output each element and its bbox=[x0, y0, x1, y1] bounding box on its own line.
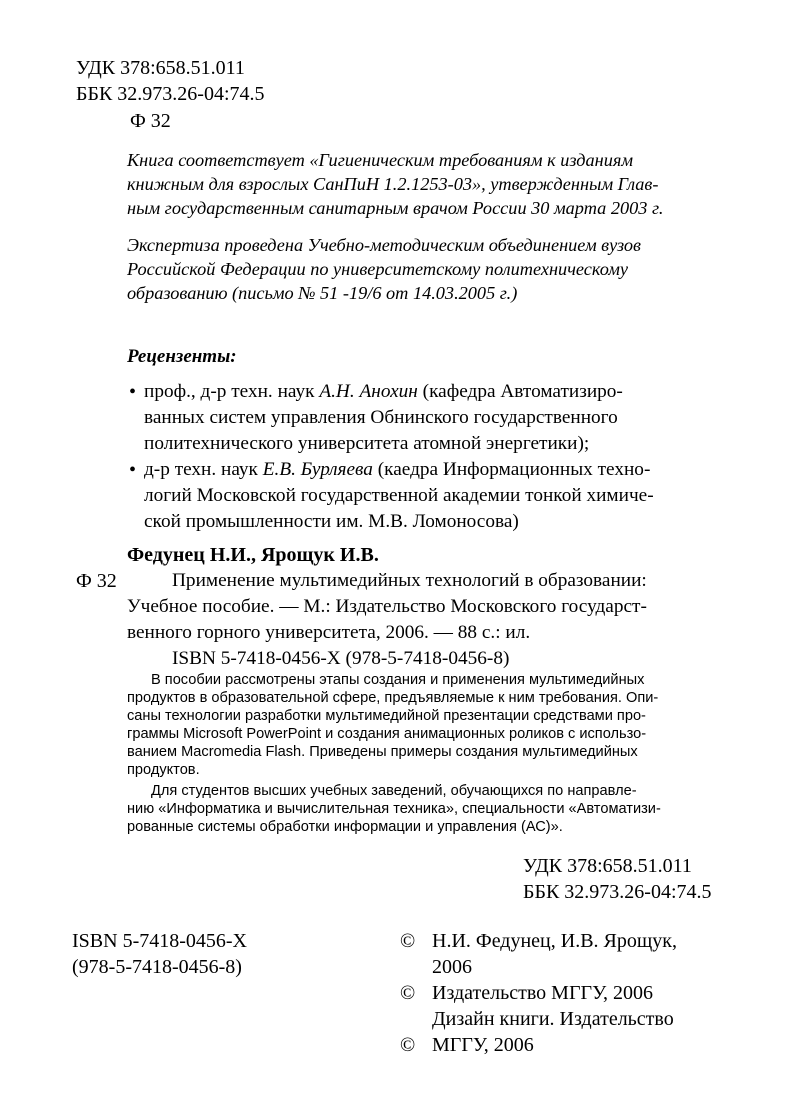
expertise-line: Российской Федерации по университетскому политехническому bbox=[127, 259, 628, 279]
copyright-line: Дизайн книги. Издательство bbox=[432, 1008, 674, 1030]
footer-udk: УДК 378:658.51.011 bbox=[523, 855, 692, 877]
hygiene-line: ным государственным санитарным врачом России 30 марта 2003 г. bbox=[127, 198, 664, 218]
catalog-line: Применение мультимедийных технологий в образовании: bbox=[172, 570, 647, 591]
expertise-line: образованию (письмо № 51 -19/6 от 14.03.2005 г.) bbox=[127, 283, 518, 303]
catalog-isbn: ISBN 5-7418-0456-X (978-5-7418-0456-8) bbox=[172, 648, 510, 669]
expertise-line: Экспертиза проведена Учебно-методическим объединением вузов bbox=[127, 235, 641, 255]
reviewer-2-line-3: ской промышленности им. М.В. Ломоносова) bbox=[144, 511, 519, 532]
annotation-line: В пособии рассмотрены этапы создания и применения мультимедийных bbox=[151, 672, 645, 688]
reviewer-2-line-2: логий Московской государственной академии тонкой химиче- bbox=[144, 485, 654, 506]
copyright-icon: © bbox=[400, 982, 416, 1004]
copyright-icon: © bbox=[400, 930, 416, 952]
hygiene-line: книжным для взрослых СанПиН 1.2.1253-03», утвержденным Глав- bbox=[127, 174, 659, 194]
copyright-line: Издательство МГГУ, 2006 bbox=[432, 982, 653, 1004]
annotation-line: продуктов. bbox=[127, 762, 200, 778]
annotation-line: Для студентов высших учебных заведений, обучающихся по направле- bbox=[151, 783, 637, 799]
bullet: • bbox=[129, 459, 137, 481]
annotation-line: нию «Информатика и вычислительная техника», специальности «Автоматизи- bbox=[127, 801, 661, 817]
catalog-mark: Ф 32 bbox=[76, 570, 117, 592]
reviewer-1-line-3: политехнического университета атомной энергетики); bbox=[144, 433, 590, 454]
copyright-line: 2006 bbox=[432, 956, 472, 978]
annotation-line: продуктов в образовательной сфере, предъявляемые к ним требования. Опи- bbox=[127, 690, 659, 706]
udk-code: УДК 378:658.51.011 bbox=[76, 57, 245, 79]
reviewers-title: Рецензенты: bbox=[127, 346, 237, 367]
bullet: • bbox=[129, 381, 137, 403]
bbk-code: ББК 32.973.26-04:74.5 bbox=[76, 83, 265, 105]
isbn-line-2: (978-5-7418-0456-8) bbox=[72, 956, 242, 978]
reviewer-1-name: А.Н. Анохин bbox=[319, 381, 418, 402]
copyright-line: МГГУ, 2006 bbox=[432, 1034, 534, 1056]
annotation-line: ванием Macromedia Flash. Приведены примеры создания мультимедийных bbox=[127, 744, 638, 760]
footer-bbk: ББК 32.973.26-04:74.5 bbox=[523, 881, 712, 903]
reviewer-2-name: Е.В. Бурляева bbox=[262, 459, 373, 480]
catalog-line: Учебное пособие. — М.: Издательство Московского государст- bbox=[127, 596, 647, 617]
author-mark: Ф 32 bbox=[130, 110, 171, 132]
copyright-line: Н.И. Федунец, И.В. Ярощук, bbox=[432, 930, 677, 952]
isbn-line-1: ISBN 5-7418-0456-X bbox=[72, 930, 247, 952]
reviewer-1-line-1: проф., д-р техн. наук А.Н. Анохин (кафедра Автоматизиро- bbox=[144, 381, 623, 402]
hygiene-line: Книга соответствует «Гигиеническим требованиям к изданиям bbox=[127, 150, 634, 170]
copyright-icon: © bbox=[400, 1034, 416, 1056]
annotation-line: рованные системы обработки информации и управления (АС)». bbox=[127, 819, 563, 835]
reviewer-1-line-2: ванных систем управления Обнинского государственного bbox=[144, 407, 618, 428]
annotation-line: саны технологии разработки мультимедийной презентации средствами про- bbox=[127, 708, 646, 724]
catalog-line: венного горного университета, 2006. — 88 с.: ил. bbox=[127, 622, 531, 643]
catalog-authors: Федунец Н.И., Ярощук И.В. bbox=[127, 544, 379, 566]
reviewer-2-line-1: д-р техн. наук Е.В. Бурляева (каедра Информационных техно- bbox=[144, 459, 651, 480]
annotation-line: граммы Microsoft PowerPoint и создания анимационных роликов с использо- bbox=[127, 726, 647, 742]
